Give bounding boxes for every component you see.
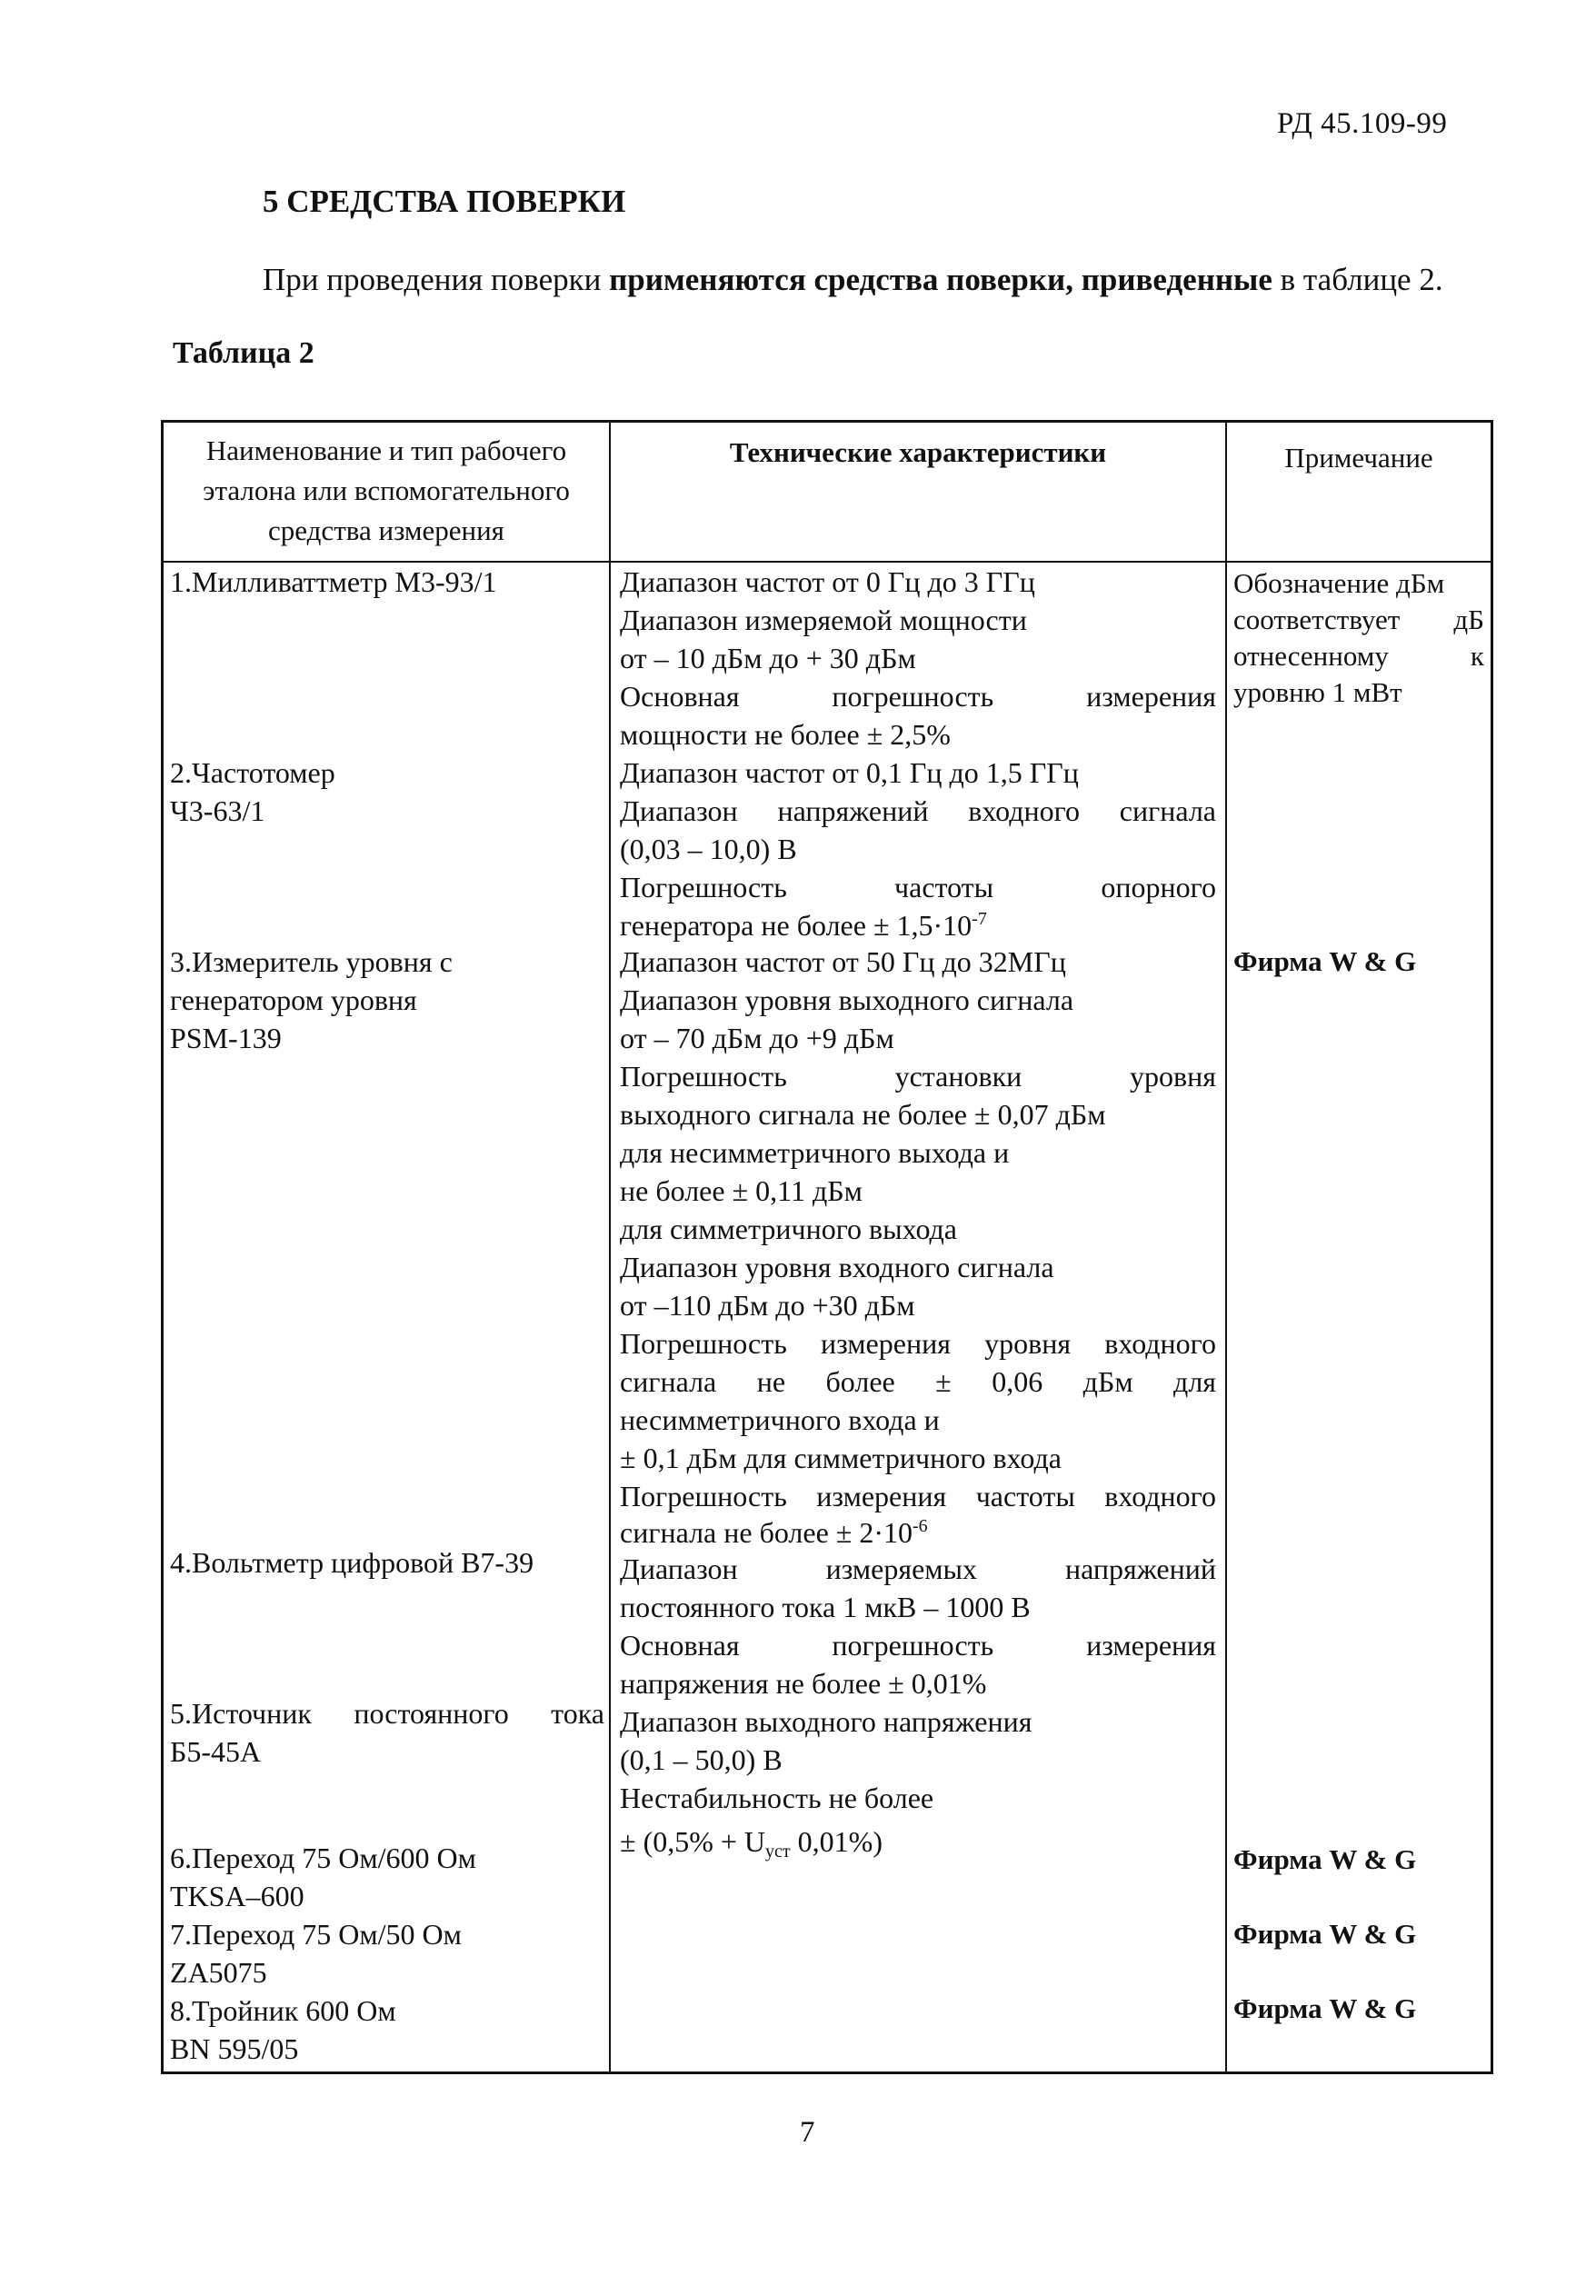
section-title: 5 СРЕДСТВА ПОВЕРКИ — [263, 184, 626, 219]
table-border-right — [1491, 420, 1493, 2074]
instrument-line: 1.Милливаттметр М3-93/1 — [170, 565, 497, 598]
characteristic-line: для симметричного выхода — [620, 1213, 957, 1245]
intro-paragraph — [263, 262, 1443, 298]
table-column-divider-2 — [1225, 420, 1227, 2074]
characteristic-line: Основная погрешность измерения — [620, 680, 1216, 713]
note-line: Обозначение дБм — [1233, 567, 1445, 599]
characteristic-line: Диапазон выходного напряжения — [620, 1705, 1032, 1738]
instrument-line: Ч3-63/1 — [170, 794, 265, 827]
table-header-divider — [161, 561, 1493, 563]
instrument-line: PSM-139 — [170, 1022, 282, 1054]
characteristic-line: Нестабильность не более — [620, 1782, 934, 1814]
characteristic-line — [620, 907, 987, 945]
instrument-line: Б5-45А — [170, 1735, 262, 1768]
characteristic-line: от – 10 дБм до + 30 дБм — [620, 642, 916, 674]
document-code: РД 45.109-99 — [1277, 107, 1448, 140]
characteristic-line: мощности не более ± 2,5% — [620, 718, 951, 751]
subscript: уст — [765, 1842, 791, 1862]
characteristic-line: сигнала не более ± 0,06 дБм для — [620, 1365, 1216, 1398]
intro-text-2: применяются средства поверки, приведенные — [609, 262, 1272, 297]
characteristic-line: (0,03 – 10,0) В — [620, 833, 797, 865]
note-line: Фирма W & G — [1233, 945, 1417, 977]
characteristic-line: (0,1 – 50,0) В — [620, 1743, 783, 1776]
instrument-line: TKSA–600 — [170, 1880, 304, 1912]
characteristic-line: не более ± 0,11 дБм — [620, 1174, 863, 1207]
instrument-line: 4.Вольтметр цифровой В7-39 — [170, 1546, 534, 1579]
characteristic-text: ± (0,5% + U — [620, 1825, 766, 1858]
header-instrument-line: средства измерения — [268, 514, 504, 546]
header-note: Примечание — [1284, 442, 1433, 474]
characteristic-line: Погрешность установки уровня — [620, 1060, 1216, 1093]
table-border-top — [161, 420, 1493, 423]
note-line: соответствует дБ — [1233, 604, 1484, 635]
characteristic-text: генератора не более ± 1,5·10 — [620, 909, 973, 942]
characteristic-line: постоянного тока 1 мкВ – 1000 В — [620, 1591, 1031, 1623]
note-line: Фирма W & G — [1233, 1843, 1417, 1875]
characteristic-line: Погрешность частоты опорного — [620, 871, 1216, 903]
characteristic-line: Диапазон измеряемых напряжений — [620, 1552, 1216, 1585]
characteristic-line: выходного сигнала не более ± 0,07 дБм — [620, 1098, 1106, 1131]
characteristic-line: напряжения не более ± 0,01% — [620, 1667, 987, 1700]
characteristic-line: несимметричного входа и — [620, 1403, 940, 1436]
page-number: 7 — [800, 2116, 815, 2149]
note-line: отнесенному к — [1233, 640, 1484, 672]
characteristic-line: от – 70 дБм до +9 дБм — [620, 1022, 894, 1054]
instrument-line: 7.Переход 75 Ом/50 Ом — [170, 1918, 462, 1951]
characteristic-line: Диапазон измеряемой мощности — [620, 604, 1027, 636]
intro-text-3: в таблице 2. — [1272, 262, 1443, 297]
characteristic-line: Диапазон частот от 0,1 Гц до 1,5 ГГц — [620, 756, 1079, 789]
characteristic-line: Диапазон уровня выходного сигнала — [620, 983, 1074, 1016]
table-column-divider-1 — [609, 420, 611, 2074]
note-line: Фирма W & G — [1233, 1992, 1417, 2024]
table-border-bottom — [161, 2071, 1493, 2074]
header-instrument-line: Наименование и тип рабочего — [205, 434, 567, 466]
characteristic-text: 0,01%) — [790, 1825, 883, 1858]
table-border-left — [161, 420, 164, 2074]
exponent: -7 — [972, 909, 987, 929]
characteristic-line: ± 0,1 дБм для симметричного входа — [620, 1442, 1062, 1474]
header-instrument — [164, 431, 609, 551]
instrument-line: 3.Измеритель уровня с — [170, 945, 453, 978]
note-line: Фирма W & G — [1233, 1918, 1417, 1950]
characteristic-line: Погрешность измерения уровня входного — [620, 1327, 1216, 1360]
instrument-line: BN 595/05 — [170, 2032, 299, 2065]
characteristic-line: Основная погрешность измерения — [620, 1629, 1216, 1662]
instrument-line: 8.Тройник 600 Ом — [170, 1994, 396, 2027]
characteristic-line: Диапазон уровня входного сигнала — [620, 1251, 1054, 1283]
characteristic-line: Диапазон частот от 0 Гц до 3 ГГц — [620, 565, 1035, 598]
instrument-line: 5.Источник постоянного тока — [170, 1697, 604, 1730]
instrument-line: 6.Переход 75 Ом/600 Ом — [170, 1842, 476, 1874]
characteristic-line: для несимметричного выхода и — [620, 1136, 1010, 1169]
instrument-line: генератором уровня — [170, 983, 417, 1016]
header-characteristics: Технические характеристики — [729, 436, 1107, 468]
characteristic-text: сигнала не более ± 2·10 — [620, 1516, 913, 1549]
instrument-line: 2.Частотомер — [170, 756, 335, 789]
characteristic-line — [620, 1823, 883, 1862]
characteristic-line: Погрешность измерения частоты входного — [620, 1480, 1216, 1512]
exponent: -6 — [913, 1516, 928, 1536]
intro-text-1: При проведения поверки — [263, 262, 610, 297]
characteristic-line: Диапазон частот от 50 Гц до 32МГц — [620, 945, 1066, 978]
note-line: уровню 1 мВт — [1233, 676, 1402, 708]
header-instrument-line: эталона или вспомогательного — [203, 474, 570, 506]
table-caption: Таблица 2 — [173, 336, 314, 370]
instrument-line: ZA5075 — [170, 1956, 267, 1989]
verification-tools-table — [161, 420, 1493, 2074]
characteristic-line: от –110 дБм до +30 дБм — [620, 1289, 915, 1322]
characteristic-line: Диапазон напряжений входного сигнала — [620, 794, 1216, 827]
characteristic-line — [620, 1514, 928, 1552]
